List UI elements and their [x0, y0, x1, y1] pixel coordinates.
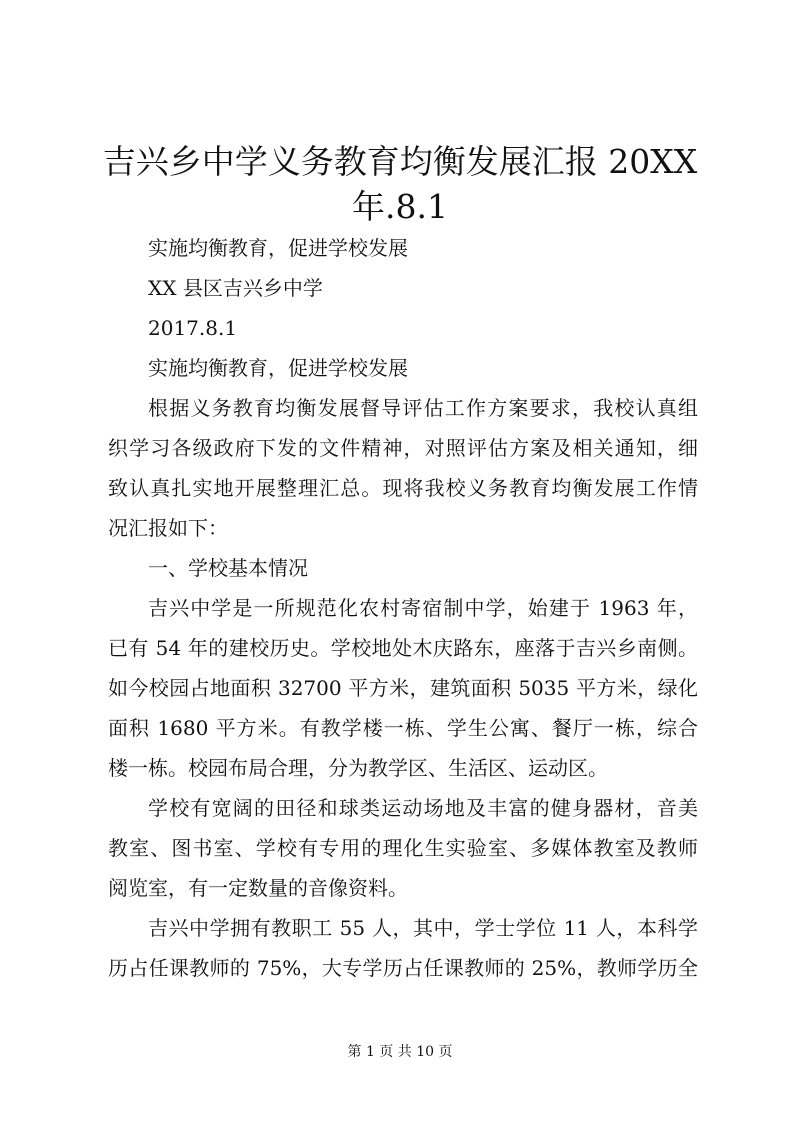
paragraph-line: 如今校园占地面积 32700 平方米，建筑面积 5035 平方米，绿化	[108, 676, 698, 700]
document-subtitle: 实施均衡教育，促进学校发展	[148, 236, 408, 260]
document-subtitle-repeat: 实施均衡教育，促进学校发展	[148, 356, 408, 380]
paragraph-line: 织学习各级政府下发的文件精神，对照评估方案及相关通知，细	[108, 436, 698, 460]
paragraph-line: 面积 1680 平方米。有教学楼一栋、学生公寓、餐厅一栋，综合	[108, 716, 698, 740]
document-title-line-2: 年.8.1	[352, 187, 448, 226]
paragraph-line: 教室、图书室、学校有专用的理化生实验室、多媒体教室及教师	[108, 836, 698, 860]
page-footer: 第 1 页 共 10 页	[347, 1044, 453, 1060]
paragraph-line: 楼一栋。校园布局合理，分为教学区、生活区、运动区。	[108, 756, 608, 780]
paragraph-line: 吉兴中学是一所规范化农村寄宿制中学，始建于 1963 年，	[148, 596, 698, 620]
paragraph-line: 阅览室，有一定数量的音像资料。	[108, 876, 408, 900]
paragraph-line: 根据义务教育均衡发展督导评估工作方案要求，我校认真组	[148, 396, 698, 420]
paragraph-line: 吉兴中学拥有教职工 55 人，其中，学士学位 11 人，本科学	[148, 916, 698, 940]
paragraph-line: 已有 54 年的建校历史。学校地处木庆路东，座落于吉兴乡南侧。	[108, 636, 698, 660]
paragraph-line: 致认真扎实地开展整理汇总。现将我校义务教育均衡发展工作情	[108, 476, 698, 500]
section-heading: 一、学校基本情况	[148, 556, 308, 580]
document-date: 2017.8.1	[148, 316, 238, 340]
paragraph-line: 学校有宽阔的田径和球类运动场地及丰富的健身器材，音美	[148, 796, 698, 820]
document-title-line-1: 吉兴乡中学义务教育均衡发展汇报 20XX	[102, 142, 698, 181]
paragraph-line: 况汇报如下：	[108, 516, 228, 540]
school-name: XX 县区吉兴乡中学	[148, 276, 323, 300]
paragraph-line: 历占任课教师的 75%，大专学历占任课教师的 25%，教师学历全	[108, 956, 698, 980]
